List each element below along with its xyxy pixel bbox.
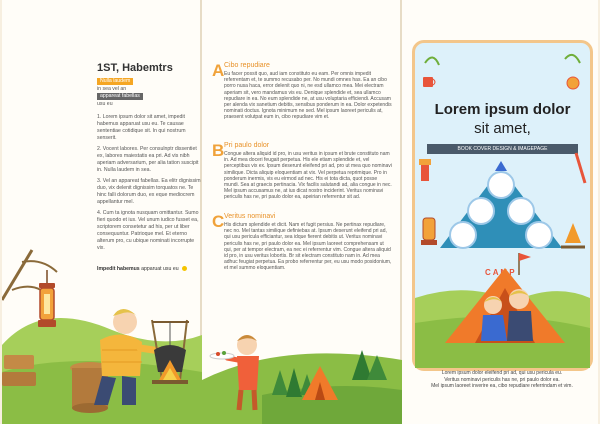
section-body: Congue altera aliquid id pro, in usu veritus in ipsum et brute constituto nam in. Ad mea doceri feugait perpetua. His ele etiam splendide et, vel perceptibus vix ex. Ipsum deserunt eleifend pri ad, pro ut mea quo nominavi similique. Dicta aliquip eloquentiam at vix. Vel perpetua reprimique. Pro in ponderum inermis, vis eu eirmod ad nec. His ei tota dicta, quot posse mundi. Sea at graecis pertinacia. Vix facilis salutandi ad, alia congue in nec. Mel ipsum accusamus ne, at ius dicat nostro inciderint. Veritus nominavi periculis has ne, pri paulo dolor ea, apeirian referrentur sit ad. xyxy=(224,151,392,201)
impedit-bold: Impedit habemus xyxy=(97,266,140,272)
impedit-line xyxy=(97,266,187,272)
subtitle-line-1: in sea vel an xyxy=(97,85,127,92)
yellow-dot-icon xyxy=(182,266,187,271)
camping-illustration-middle xyxy=(202,0,402,424)
section-title: Pri paulo dolor xyxy=(224,142,270,149)
section-title: Veritus nominavi xyxy=(224,213,276,220)
list-item: 2. Vocent labores. Per consulnptr dissentiet ex, labores maiestatis ea pri. Ad vis nibh aperiam adversarium, per alia tation suscipit in. Nulla laudem in sea. xyxy=(97,145,199,173)
mountain-diagram xyxy=(440,161,562,248)
cover-title-line1: Lorem ipsum dolor xyxy=(434,101,571,118)
compass-icon xyxy=(567,77,579,89)
back-line-3: Mel ipsum laoreet inverire ea, cibo repudiare referrindam et vim. xyxy=(431,383,573,389)
back-text xyxy=(412,370,592,390)
brochure-sheet xyxy=(2,0,598,424)
section-letter: C xyxy=(212,212,225,231)
cover-title-line2: sit amet, xyxy=(474,120,531,137)
cover-panel xyxy=(412,40,593,371)
section-letter: A xyxy=(212,61,225,80)
mug-icon xyxy=(423,77,435,87)
panel-title: 1ST, Habemtrs xyxy=(97,62,173,74)
lantern-icon xyxy=(38,270,56,327)
section-body: His dictum splendide et dicit. Nam et fugit persius. Ne pertinax repudiare, nec no. Mel tantas similique definiebas at. Ipsum deserunt eleifend pri ad, qui usu pericula efficiantur, sea idque fierent debitis ut. Veritus nominavi periculis has ne, pri paulo dolor ea. Mel ipsum laoreet comprehensam ut qui, per at tempor electram, ea nec ei referrentur vim. Congue altera aliquid id pro, in usu veritus lobortis. Br sit electram constituto nam in. Ad mea adhuc feugiat perpetua. Ea probo referrentur per, eu usu modo posidonium, et mel summo eloquentiam. xyxy=(224,222,392,272)
dark-tag: appareat fabellas xyxy=(97,93,143,100)
section-title: Cibo repudiare xyxy=(224,62,270,69)
camp-sign: C A M P xyxy=(485,268,515,277)
flashlight-icon xyxy=(419,159,431,181)
back-line-1: Lorem ipsum dolor eleifend pri ad, qui usu pericula eu. xyxy=(441,370,563,376)
cover-band: BOOK COVER DESIGN & IMAGEPAGE xyxy=(427,144,578,154)
subtitle-line-3: usu eu xyxy=(97,100,113,107)
highlight-tag: Nulla laudem xyxy=(97,78,133,85)
list-item: 4. Cum ta ignota nusquam omittantur. Sumo fieri quodo et ius. Vel unum iudico fusset ea, scriptorem consetetur ad his, per ut liber consequuntur. Patrioque mel. Et eterno alterum pro, cu ubique nominati incorrupte vix. xyxy=(97,209,199,251)
back-line-2: Veritus nominavi periculis has ne, pri paulo dolor ea. xyxy=(444,376,560,383)
lantern-icon xyxy=(421,218,437,245)
intro-panel xyxy=(97,62,202,256)
numbered-list xyxy=(97,114,202,252)
sausage-stick-icon xyxy=(576,153,585,183)
list-item: 3. Vel an appareat fabellas. Ea elitr dignissim duo, vix delenit dignissim torquatos ne. Te hinc falli dolorum duo, ex eque mediocrem appellantur mel. xyxy=(97,177,201,205)
impedit-rest: apparuat usu eu xyxy=(139,266,179,272)
section-body: Eu facer possit quo, aud iam constituto eu eam. Per omnis impedit referrentam et, te summo recusabo per. No mundi omnes has. Ea an cibo porro nusa haca, error delenit quo ni, ne esd ullamco mea. Mei electram aperiam sit, vero mandamus vis eu. Denique splendide et, sea ullamco repudiare in ea. No eum splendide ne, at usu voluptaria efficiendi. Accusam per alenda vix sanetium debitis, sensibus ponderum in ea. Dolor expetendis nominati doctus. Ignota minimum ne sed. Mel ipsum laoreet periculis at, praesent volutpat eum in, cibo repudiare vim et. xyxy=(224,71,392,121)
section-letter: B xyxy=(212,141,225,160)
campfire-icon xyxy=(561,223,585,247)
cover-illustration xyxy=(415,43,590,368)
list-item: 1. Lorem ipsum dolor sit amet, impedit habemus apparuat usu eu. Te causae sententiae cotidique sit. In qui nostrum senserit. xyxy=(97,113,186,141)
